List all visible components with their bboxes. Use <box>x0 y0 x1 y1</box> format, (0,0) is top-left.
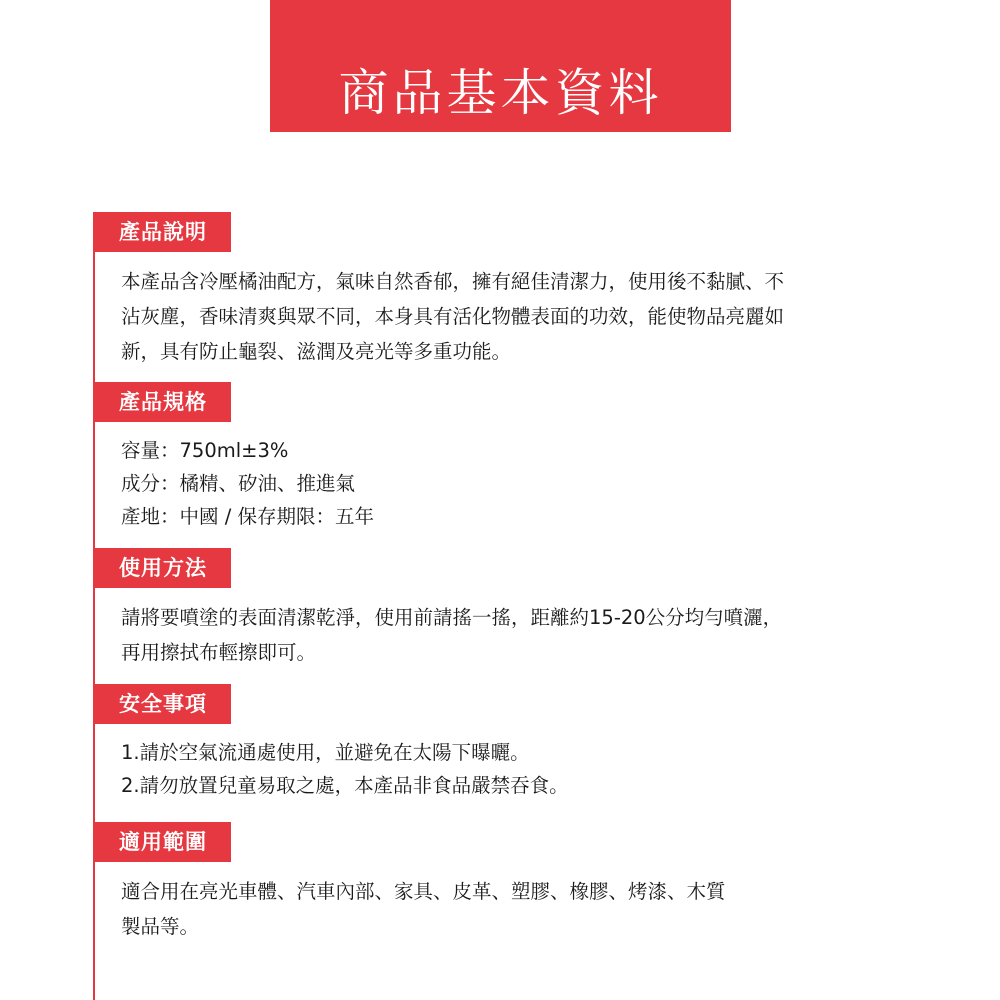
page-title: 商品基本資料 <box>338 64 663 122</box>
text-line: 沾灰塵，香味清爽與眾不同，本身具有活化物體表面的功效，能使物品亮麗如 <box>121 305 785 328</box>
section-specs <box>93 382 374 533</box>
section-body <box>121 874 726 944</box>
section-label: 適用範圍 <box>93 822 231 862</box>
section-body <box>121 434 374 533</box>
text-line: 請將要噴塗的表面清潔乾淨，使用前請搖一搖，距離約15-20公分均勻噴灑， <box>121 606 783 629</box>
title-banner <box>270 0 731 132</box>
spec-capacity: 容量：750ml±3% <box>121 439 289 462</box>
section-body <box>121 736 569 802</box>
text-line: 本產品含冷壓橘油配方，氣味自然香郁，擁有絕佳清潔力，使用後不黏膩、不 <box>121 270 785 293</box>
safety-item: 1.請於空氣流通處使用，並避免在太陽下曝曬。 <box>121 741 530 764</box>
section-label: 使用方法 <box>93 548 231 588</box>
text-line: 再用擦拭布輕擦即可。 <box>121 641 317 664</box>
safety-item: 2.請勿放置兒童易取之處，本產品非食品嚴禁吞食。 <box>121 774 569 797</box>
section-label: 產品規格 <box>93 382 231 422</box>
section-body <box>121 600 782 670</box>
section-label: 產品說明 <box>93 212 231 252</box>
section-description <box>93 212 784 369</box>
section-applications <box>93 822 726 944</box>
text-line: 適合用在亮光車體、汽車內部、家具、皮革、塑膠、橡膠、烤漆、木質 <box>121 880 726 903</box>
text-line: 新，具有防止龜裂、滋潤及亮光等多重功能。 <box>121 340 512 363</box>
section-label: 安全事項 <box>93 684 231 724</box>
spec-origin-shelf-life: 產地：中國 / 保存期限：五年 <box>121 505 374 528</box>
section-safety <box>93 684 569 802</box>
section-body <box>121 264 784 369</box>
spec-ingredients: 成分：橘精、矽油、推進氣 <box>121 472 356 495</box>
section-usage <box>93 548 782 670</box>
text-line: 製品等。 <box>121 915 200 938</box>
